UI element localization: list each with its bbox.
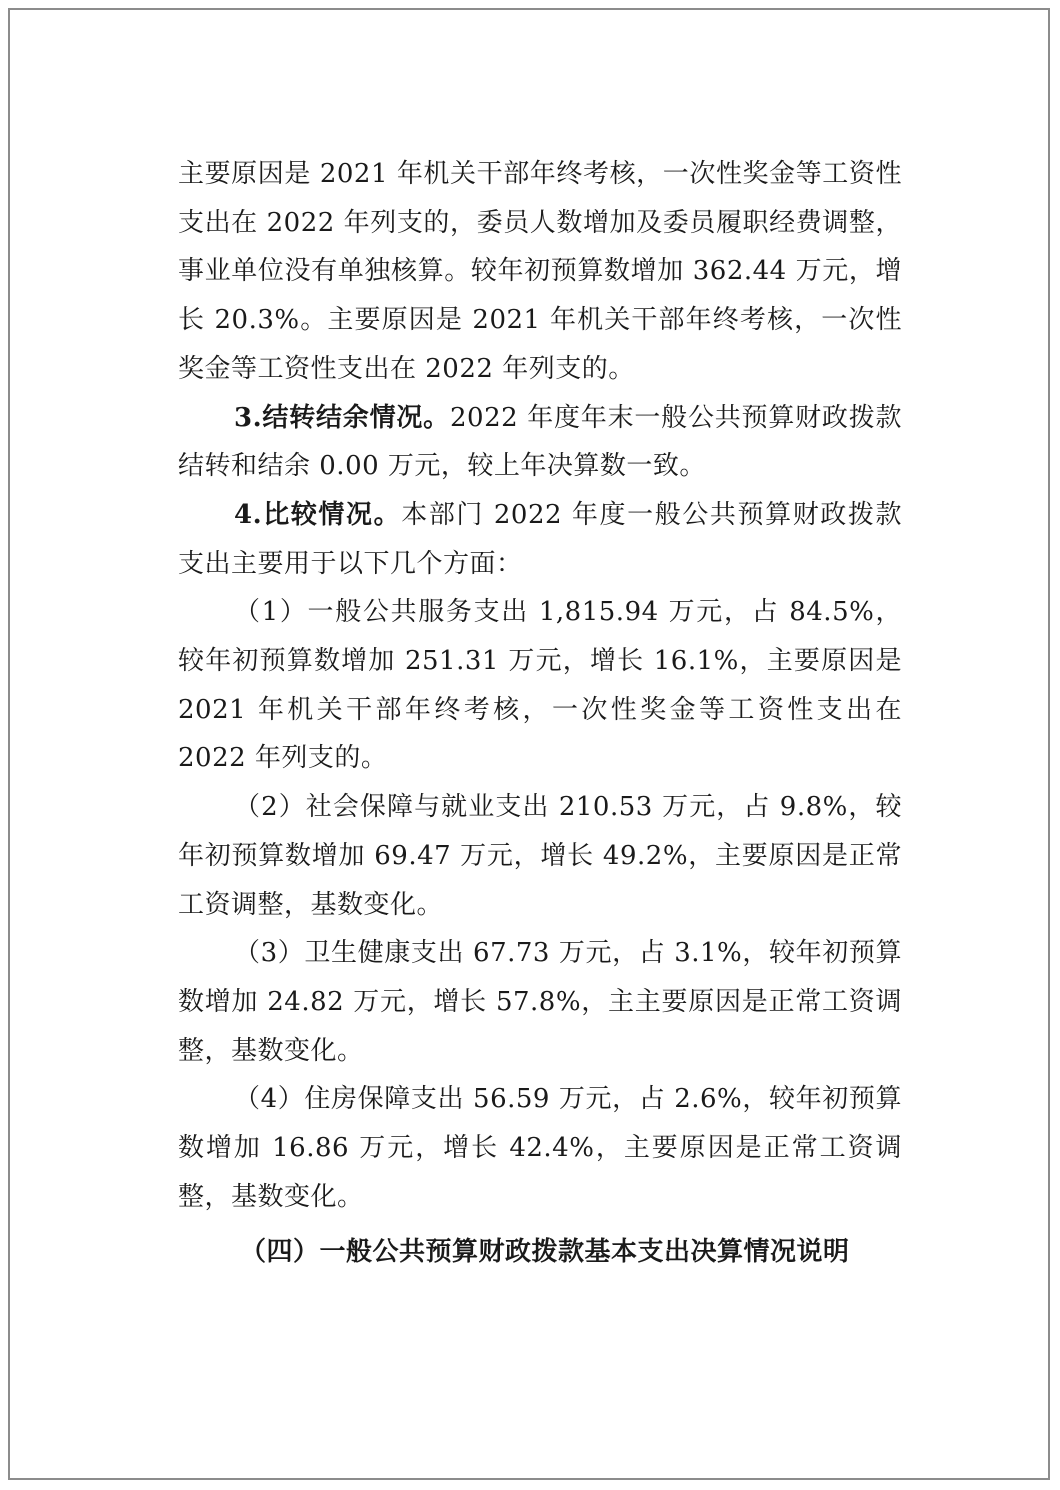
carryover-label: 3.结转结余情况。 [234, 402, 450, 433]
list-item: （3）卫生健康支出 67.73 万元，占 3.1%，较年初预算数增加 24.82 万元，增长 57.8%，主主要原因是正常工资调整，基数变化。 [178, 938, 902, 1066]
comparison-paragraph [178, 491, 902, 588]
continuation-paragraph: 主要原因是 2021 年机关干部年终考核，一次性奖金等工资性支出在 2022 年列支的，委员人数增加及委员履职经费调整，事业单位没有单独核算。较年初预算数增加 362.44 万元，增长 20.3%。主要原因是 2021 年机关干部年终考核，一次性奖金等工资性支出在 2022 年列支的。 [178, 159, 902, 384]
document-body [178, 150, 902, 1221]
section-heading: （四）一般公共预算财政拨款基本支出决算情况说明 [240, 1237, 850, 1267]
document-page [8, 8, 1050, 1480]
list-item: （4）住房保障支出 56.59 万元，占 2.6%，较年初预算数增加 16.86 万元，增长 42.4%，主要原因是正常工资调整，基数变化。 [178, 1084, 902, 1212]
carryover-text: 2022 年度年末一般公共预算财政拨款结转和结余 0.00 万元，较上年决算数一致。 [178, 402, 902, 482]
comparison-label: 4.比较情况。 [234, 499, 402, 530]
carryover-paragraph [178, 394, 902, 491]
list-item: （1）一般公共服务支出 1,815.94 万元，占 84.5%，较年初预算数增加 251.31 万元，增长 16.1%，主要原因是 2021 年机关干部年终考核，一次性奖金等工资性支出在 2022 年列支的。 [178, 597, 902, 774]
comparison-text: 本部门 2022 年度一般公共预算财政拨款支出主要用于以下几个方面： [178, 499, 902, 579]
list-item: （2）社会保障与就业支出 210.53 万元，占 9.8%，较年初预算数增加 69.47 万元，增长 49.2%，主要原因是正常工资调整，基数变化。 [178, 792, 902, 920]
